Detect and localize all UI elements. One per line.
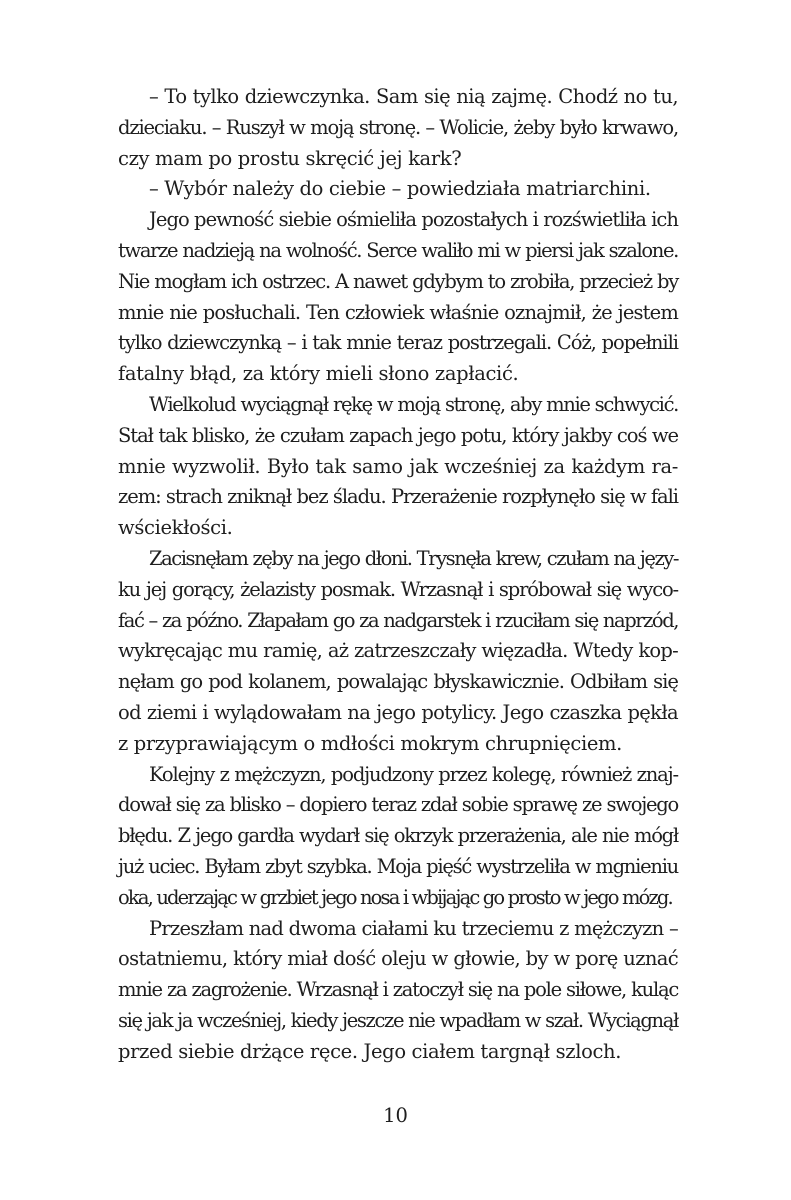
paragraph: [118, 82, 678, 174]
text-line: fatalny błąd, za który mieli słono zapłacić.: [118, 362, 519, 386]
text-line: już uciec. Byłam zbyt szybka. Moja pięść wystrzeliła w mgnieniu: [118, 854, 678, 878]
text-line: od ziemi i wylądowałam na jego potylicy. Jego czaszka pękła: [118, 700, 678, 724]
text-line: Jego pewność siebie ośmieliła pozostałych i rozświetliła ich: [149, 208, 678, 232]
text-line: Zacisnęłam zęby na jego dłoni. Trysnęła krew, czułam na języ-: [149, 546, 678, 570]
text-line: Stał tak blisko, że czułam zapach jego potu, który jakby coś we: [118, 423, 678, 447]
text-line: – To tylko dziewczynka. Sam się nią zajmę. Chodź no tu,: [149, 85, 678, 108]
text-line: błędu. Z jego gardła wydarł się okrzyk przerażenia, ale nie mógł: [118, 824, 678, 848]
text-line: ostatniemu, który miał dość oleju w głowie, by w porę uznać: [118, 947, 678, 971]
body-text: [118, 82, 678, 1068]
text-line: czy mam po prostu skręcić jej kark?: [118, 146, 462, 170]
page-number: 10: [383, 1104, 408, 1127]
text-line: wściekłości.: [118, 516, 233, 540]
paragraph: [118, 205, 678, 390]
paragraph: [118, 390, 678, 544]
text-line: zem: strach zniknął bez śladu. Przerażenie rozpłynęło się w fali: [118, 485, 678, 509]
text-line: dzieciaku. – Ruszył w moją stronę. – Wolicie, żeby było krwawo,: [118, 115, 678, 139]
text-line: – Wybór należy do ciebie – powiedziała matriarchini.: [149, 177, 651, 201]
text-line: Przeszłam nad dwoma ciałami ku trzeciemu z mężczyzn –: [149, 916, 678, 940]
text-line: się jak ja wcześniej, kiedy jeszcze nie wpadłam w szał. Wyciągnął: [118, 1008, 678, 1032]
text-line: mnie nie posłuchali. Ten człowiek właśnie oznajmił, że jestem: [118, 300, 678, 324]
paragraph: [118, 914, 678, 1068]
text-line: Kolejny z mężczyzn, podjudzony przez kolegę, również znaj-: [149, 762, 678, 786]
text-line: mnie za zagrożenie. Wrzasnął i zatoczył się na pole siłowe, kuląc: [118, 978, 678, 1002]
text-line: Nie mogłam ich ostrzec. A nawet gdybym to zrobiła, przecież by: [118, 269, 678, 293]
text-line: oka, uderzając w grzbiet jego nosa i wbijając go prosto w jego mózg.: [118, 885, 672, 909]
text-line: z przyprawiającym o mdłości mokrym chrupnięciem.: [118, 731, 623, 755]
text-line: wykręcając mu ramię, aż zatrzeszczały więzadła. Wtedy kop-: [118, 639, 678, 663]
text-line: dował się za blisko – dopiero teraz zdał sobie sprawę ze swojego: [118, 793, 678, 817]
paragraph: [118, 760, 678, 914]
text-line: twarze nadzieją na wolność. Serce waliło mi w piersi jak szalone.: [118, 238, 678, 262]
text-line: fać – za późno. Złapałam go za nadgarstek i rzuciłam się naprzód,: [118, 608, 678, 632]
text-line: mnie wyzwolił. Było tak samo jak wcześniej za każdym ra-: [118, 454, 678, 478]
paragraph: [118, 544, 678, 760]
text-line: Wielkolud wyciągnął rękę w moją stronę, aby mnie schwycić.: [149, 392, 678, 416]
text-line: nęłam go pod kolanem, powalając błyskawicznie. Odbiłam się: [118, 670, 678, 694]
text-line: tylko dziewczynką – i tak mnie teraz postrzegali. Cóż, popełnili: [118, 331, 678, 355]
text-line: ku jej gorący, żelazisty posmak. Wrzasnął i spróbował się wyco-: [118, 577, 678, 601]
paragraph: [118, 174, 678, 205]
text-line: przed siebie drżące ręce. Jego ciałem targnął szloch.: [118, 1039, 622, 1063]
